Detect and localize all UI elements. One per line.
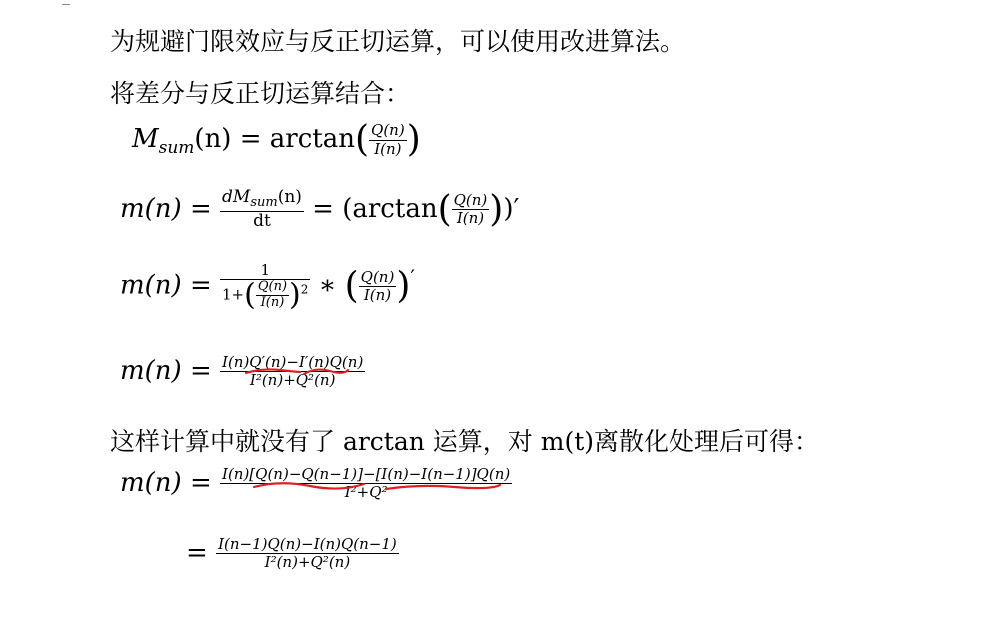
eq2-derivative-fraction: $\frac{dM_{sum}(n)}{dt}$	[222, 187, 302, 231]
eq1-num: Q(n)	[371, 121, 405, 140]
eq2-arctan: (arctan	[342, 193, 438, 224]
eq2-equals-2: =	[312, 193, 334, 224]
eq3-star: ∗	[318, 270, 337, 301]
eq1-arctan: arctan	[269, 124, 355, 154]
eq5-lhs: m(n)	[120, 467, 182, 498]
eq6-fraction: $\frac{I(n-1)Q(n)-I(n)Q(n-1)}{\text{I²(n)+Q²(n)}}$	[218, 535, 397, 572]
eq3-lhs: m(n)	[120, 270, 182, 301]
eq1-lparen: (	[354, 119, 370, 160]
eq3-equals: =	[189, 270, 212, 301]
caret-mark	[62, 0, 70, 5]
equation-6	[186, 536, 399, 572]
equation-4	[120, 354, 365, 390]
paragraph-line-3: 这样计算中就没有了 arctan 运算，对 m(t)离散化处理后可得：	[110, 427, 820, 456]
eq3-fraction: 1 1+( $\frac{Q(n)}{I(n)}$ )$^2$	[222, 261, 309, 313]
eq1-lhs-M: M	[132, 124, 159, 154]
eq3-fraction-2: $\frac{Q(n)}{I(n)}$	[360, 267, 395, 305]
eq4-equals: =	[189, 355, 212, 386]
equation-2: m(n) = $\frac{dM_{sum}(n)}{dt}$ = (arctan( $\frac{Q(n)}{I(n)}$ ))′	[120, 187, 520, 231]
eq6-equals: =	[186, 537, 208, 568]
eq1-rparen: )	[406, 119, 421, 160]
eq2-lhs: m(n)	[120, 193, 182, 224]
eq1-den: I(n)	[374, 139, 402, 158]
eq2-fraction: $\frac{Q(n)}{I(n)}$	[453, 191, 488, 228]
eq1-lhs-arg: (n)	[194, 124, 232, 154]
eq2-equals: =	[189, 193, 212, 224]
eq1-lhs-sub: sum	[158, 138, 195, 158]
eq1-fraction	[369, 122, 407, 158]
paragraph-line-1: 为规避门限效应与反正切运算，可以使用改进算法。	[110, 27, 686, 56]
eq4-lhs: m(n)	[120, 355, 182, 386]
equation-5	[120, 466, 512, 502]
eq5-equals: =	[189, 467, 212, 498]
eq4-fraction: $\frac{I(n)Q'(n)-I'(n)Q(n)}{\text{I²(n)+Q²(n)}}$	[222, 353, 364, 390]
eq1-equals: =	[239, 124, 262, 154]
eq2-tail: )′	[503, 193, 520, 224]
equation-3: m(n) = 1 1+( $\frac{Q(n)}{I(n)}$ )$^2$ ∗ ( $\frac{Q(n)}{I(n)}$ )′	[120, 261, 415, 313]
eq3-prime: ′	[410, 264, 415, 289]
paragraph-line-2: 将差分与反正切运算结合：	[110, 79, 411, 108]
equation-1	[132, 119, 421, 160]
eq5-fraction: $\frac{I(n)[Q(n)-Q(n-1)]-[I(n)-I(n-1)]Q(n)}{\text{I²+Q²}}$	[222, 465, 511, 502]
